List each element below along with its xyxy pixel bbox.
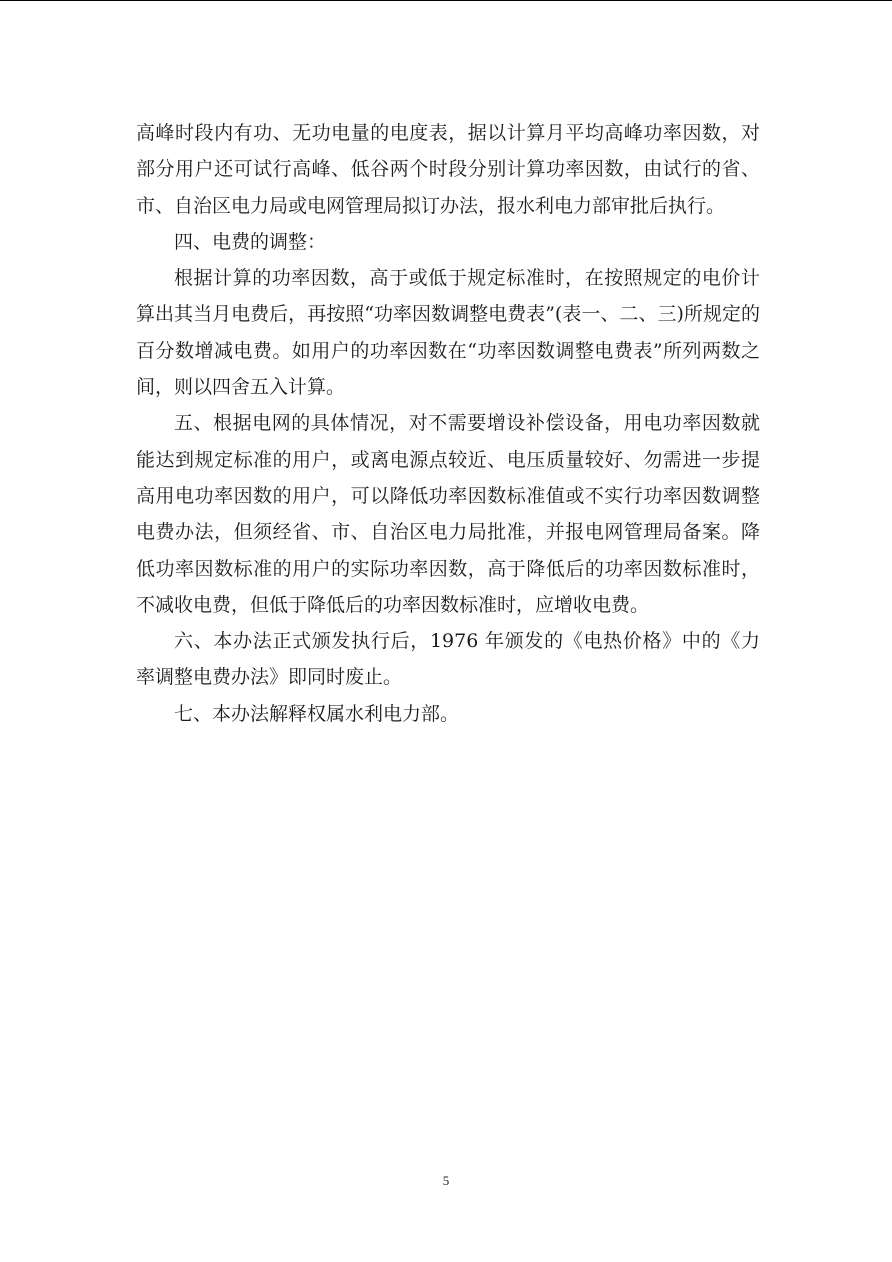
paragraph-section-six: 六、本办法正式颁发执行后，1976 年颁发的《电热价格》中的《力率调整电费办法》即同时废止。 bbox=[136, 630, 760, 689]
paragraph-adjustment-rule: 根据计算的功率因数，高于或低于规定标准时，在按照规定的电价计算出其当月电费后，再按照“功率因数调整电费表”(表一、二、三)所规定的百分数增减电费。如用户的功率因数在“功率因数调整电费表”所列两数之间，则以四舍五入计算。 bbox=[136, 267, 760, 399]
paragraph-section-five: 五、根据电网的具体情况，对不需要增设补偿设备，用电功率因数就能达到规定标准的用户，或离电源点较近、电压质量较好、勿需进一步提高用电功率因数的用户，可以降低功率因数标准值或不实行功率因数调整电费办法，但须经省、市、自治区电力局批准，并报电网管理局备案。降低功率因数标准的用户的实际功率因数，高于降低后的功率因数标准时，不减收电费，但低于降低后的功率因数标准时，应增收电费。 bbox=[136, 412, 760, 616]
paragraph-continuation: 高峰时段内有功、无功电量的电度表，据以计算月平均高峰功率因数，对部分用户还可试行高峰、低谷两个时段分别计算功率因数，由试行的省、市、自治区电力局或电网管理局拟订办法，报水利电力部审批后执行。 bbox=[136, 122, 760, 217]
section-heading-fee-adjustment: 四、电费的调整： bbox=[174, 230, 327, 253]
document-body bbox=[136, 115, 760, 732]
paragraph-section-seven: 七、本办法解释权属水利电力部。 bbox=[174, 702, 460, 725]
page-number: 5 bbox=[442, 1173, 450, 1188]
